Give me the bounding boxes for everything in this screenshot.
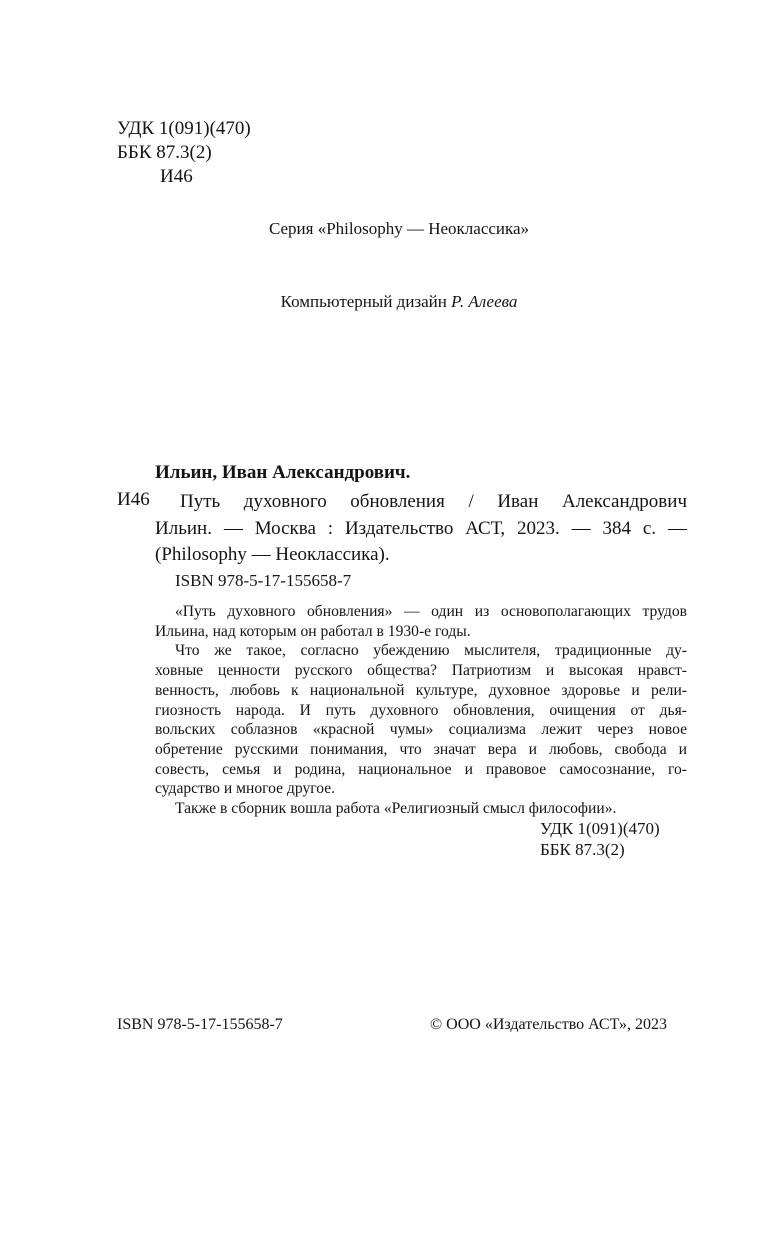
bottom-udk-code: УДК 1(091)(470) xyxy=(540,819,660,838)
bib-line: Путь духовного обновления / Иван Александрович xyxy=(180,491,687,512)
annotation-line: Ильина, над которым он работал в 1930-е годы. xyxy=(155,622,471,640)
udk-code: УДК 1(091)(470) xyxy=(117,118,251,139)
bibliographic-description xyxy=(155,489,687,569)
bbk-code: ББК 87.3(2) xyxy=(117,142,212,163)
author-mark: И46 xyxy=(160,166,193,187)
annotation-line: совесть, семья и родина, национальное и правовое самосознание, го- xyxy=(155,760,687,778)
catalog-author: Ильин, Иван Александрович. xyxy=(155,462,411,483)
catalog-isbn: ISBN 978-5-17-155658-7 xyxy=(175,571,352,590)
annotation-line: сударство и многое другое. xyxy=(155,780,336,798)
bib-line: (Philosophy — Неоклассика). xyxy=(155,544,390,565)
bottom-bbk-code: ББК 87.3(2) xyxy=(540,840,625,859)
annotation-line: гиозность народа. И путь духовного обновления, очищения от дья- xyxy=(155,701,687,719)
design-credit-name: Р. Алеева xyxy=(451,292,518,311)
series-line: Серия «Philosophy — Неоклассика» xyxy=(268,219,530,238)
design-credit xyxy=(0,292,768,312)
annotation xyxy=(155,602,687,819)
annotation-line: «Путь духовного обновления» — один из основополагающих трудов xyxy=(175,603,687,620)
design-credit-label: Компьютерный дизайн xyxy=(280,292,447,311)
catalog-code: И46 xyxy=(117,489,150,510)
bib-line: Ильин. — Москва : Издательство АСТ, 2023. — 384 с. — xyxy=(155,517,687,539)
annotation-line: ховные ценности русского общества? Патриотизм и высокая нравст- xyxy=(155,662,687,680)
annotation-line: венность, любовь к национальной культуре, духовное здоровье и рели- xyxy=(155,681,687,699)
annotation-line: обретение русскими понимания, что значат вера и любовь, свобода и xyxy=(155,740,687,758)
footer-isbn: ISBN 978-5-17-155658-7 xyxy=(117,1016,283,1033)
annotation-line: Также в сборник вошла работа «Религиозный смысл философии». xyxy=(175,800,617,818)
footer-copyright: © ООО «Издательство АСТ», 2023 xyxy=(430,1016,667,1033)
annotation-line: Что же такое, согласно убеждению мыслителя, традиционные ду- xyxy=(175,642,687,660)
annotation-line: вольских соблазнов «красной чумы» социализма лежит через новое xyxy=(155,721,687,739)
